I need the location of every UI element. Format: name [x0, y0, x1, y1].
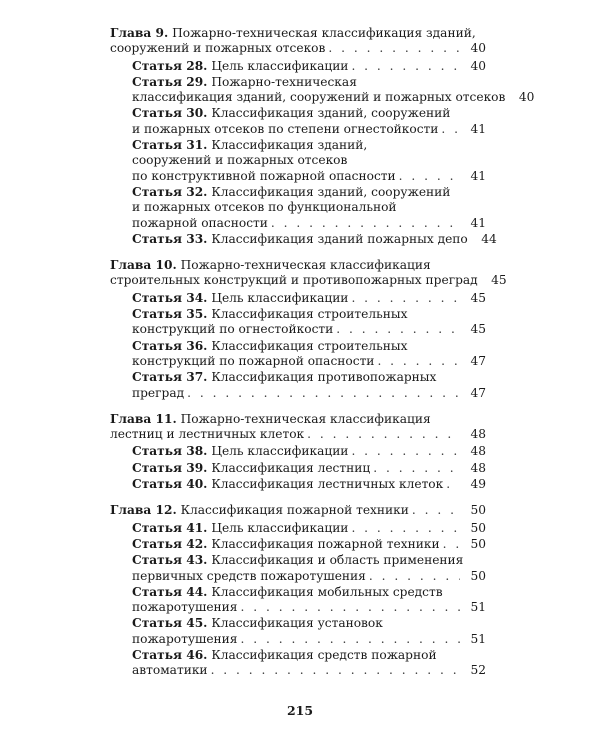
toc-line	[132, 291, 486, 306]
toc-prefix: Статья 46.	[132, 647, 208, 662]
toc-prefix: Статья 39.	[132, 460, 208, 475]
toc-text	[132, 138, 367, 153]
toc-line	[110, 41, 486, 56]
toc-title-line: Пожарно-техническая классификация	[180, 258, 431, 273]
toc-title-line: Классификация зданий,	[211, 138, 368, 153]
toc-line	[132, 122, 486, 137]
article-entry	[132, 106, 486, 137]
toc-page-number: 45	[470, 322, 486, 337]
toc-text	[132, 553, 463, 568]
chapter-block	[110, 412, 486, 492]
toc-page-number: 48	[470, 460, 486, 475]
dot-leader	[351, 444, 460, 459]
toc-text	[132, 521, 348, 536]
toc-title-line: пожаротушения	[132, 600, 238, 615]
toc-line	[132, 553, 486, 568]
toc-prefix: Статья 45.	[132, 616, 208, 631]
toc-prefix: Статья 40.	[132, 477, 208, 492]
toc-prefix: Статья 34.	[132, 290, 208, 305]
toc-title-line: по конструктивной пожарной опасности	[132, 168, 396, 183]
toc-page-number: 41	[470, 121, 486, 136]
toc-text	[132, 106, 450, 121]
toc-page-number: 45	[491, 273, 507, 288]
toc-title-line: Классификация пожарной техники	[211, 536, 440, 551]
article-entry	[132, 339, 486, 370]
toc-text	[132, 122, 438, 137]
toc-text	[132, 537, 440, 552]
toc-text	[132, 461, 370, 476]
toc-page-number: 44	[481, 231, 497, 246]
toc-text	[132, 75, 357, 90]
toc-text	[110, 41, 325, 56]
dot-leader	[271, 216, 460, 231]
toc-title-line: Цель классификации	[211, 520, 349, 535]
chapter-block	[110, 258, 507, 401]
toc-title-line: лестниц и лестничных клеток	[110, 427, 305, 442]
toc-prefix: Статья 41.	[132, 520, 208, 535]
toc-title-line: и пожарных отсеков по степени огнестойкости	[132, 121, 439, 136]
toc-prefix: Статья 32.	[132, 184, 208, 199]
toc-page-number: 51	[470, 600, 486, 615]
dot-leader	[369, 569, 460, 584]
article-entry	[132, 537, 486, 552]
toc-prefix: Статья 43.	[132, 553, 208, 568]
toc-title-line: Пожарно-техническая классификация	[180, 411, 431, 426]
toc-prefix: Статья 30.	[132, 106, 208, 121]
toc-title-line: Классификация зданий, сооружений	[211, 184, 451, 199]
chapter-entry	[110, 258, 507, 289]
toc-prefix: Статья 42.	[132, 536, 208, 551]
dot-leader	[328, 41, 460, 56]
toc-title-line: Классификация лестниц	[211, 460, 371, 475]
article-entry	[132, 185, 486, 231]
toc-prefix: Статья 37.	[132, 370, 208, 385]
toc-line	[110, 503, 486, 518]
toc-line	[132, 231, 497, 247]
article-entry	[132, 521, 486, 536]
toc-text	[132, 307, 407, 322]
toc-text	[132, 477, 443, 492]
toc-line	[132, 521, 486, 536]
toc-title-line: Пожарно-техническая	[211, 74, 357, 89]
chapter-entry	[110, 26, 486, 57]
dot-leader	[187, 386, 460, 401]
toc-title-line: Классификация средств пожарной	[211, 647, 437, 662]
dot-leader	[377, 354, 460, 369]
toc-line	[132, 632, 486, 647]
toc-line	[132, 600, 486, 615]
toc-prefix: Статья 31.	[132, 138, 208, 153]
dot-leader	[446, 477, 460, 492]
article-entry	[132, 74, 535, 106]
article-entry	[132, 370, 486, 401]
dot-leader	[240, 600, 460, 615]
toc-prefix: Глава 12.	[110, 503, 177, 518]
toc-title-line: классификация зданий, сооружений и пожарных отсеков	[132, 90, 506, 105]
article-entry	[132, 307, 486, 338]
toc-title-line: Цель классификации	[211, 58, 349, 73]
toc-text	[132, 632, 237, 647]
toc-prefix: Глава 11.	[110, 411, 177, 426]
table-of-contents	[110, 26, 535, 679]
toc-line	[132, 537, 486, 552]
toc-line	[132, 370, 486, 385]
article-entry	[132, 648, 486, 679]
toc-text	[132, 169, 396, 184]
toc-text	[132, 600, 237, 615]
toc-line	[110, 427, 486, 442]
toc-page-number: 51	[470, 631, 486, 646]
toc-title-line: первичных средств пожаротушения	[132, 568, 366, 583]
toc-line	[132, 138, 486, 153]
toc-prefix: Глава 10.	[110, 258, 177, 273]
article-entry	[132, 616, 486, 647]
toc-text	[132, 648, 437, 663]
toc-text	[132, 339, 407, 354]
toc-page-number: 50	[470, 568, 486, 583]
dot-leader	[307, 427, 460, 442]
toc-line	[132, 354, 486, 369]
toc-text	[132, 59, 348, 74]
toc-prefix: Статья 44.	[132, 584, 208, 599]
toc-line	[132, 106, 486, 121]
toc-text	[132, 569, 366, 584]
toc-line	[132, 153, 486, 168]
toc-text	[110, 26, 476, 41]
toc-line	[132, 444, 486, 459]
article-entry	[132, 138, 486, 184]
toc-text	[132, 153, 347, 168]
toc-text	[132, 444, 348, 459]
toc-line	[132, 322, 486, 337]
article-entry	[132, 585, 486, 616]
toc-text	[132, 216, 268, 231]
toc-text	[132, 386, 184, 401]
toc-title-line: конструкций по огнестойкости	[132, 322, 334, 337]
toc-text	[132, 200, 397, 215]
toc-text	[110, 412, 431, 427]
toc-title-line: Пожарно-техническая классификация зданий,	[172, 26, 476, 40]
toc-text	[132, 291, 348, 306]
toc-text	[132, 232, 468, 247]
toc-line	[132, 616, 486, 631]
toc-title-line: Классификация мобильных средств	[211, 584, 443, 599]
toc-line	[132, 648, 486, 663]
toc-prefix: Статья 29.	[132, 74, 208, 89]
toc-line	[110, 273, 507, 288]
toc-page-number: 47	[470, 385, 486, 400]
toc-text	[132, 370, 436, 385]
toc-line	[132, 386, 486, 401]
toc-title-line: сооружений и пожарных отсеков	[110, 41, 326, 56]
toc-title-line: Классификация строительных	[211, 338, 408, 353]
chapter-entry	[110, 503, 486, 518]
toc-page-number: 48	[470, 427, 486, 442]
toc-title-line: Классификация и область применения	[211, 553, 464, 568]
toc-text	[132, 354, 374, 369]
toc-line	[132, 185, 486, 200]
toc-title-line: Классификация противопожарных	[211, 370, 437, 385]
toc-text	[132, 663, 208, 678]
toc-text	[110, 503, 409, 518]
toc-page-number: 41	[470, 168, 486, 183]
article-entry	[132, 231, 497, 247]
toc-line	[132, 169, 486, 184]
toc-line	[132, 461, 486, 476]
toc-title-line: Классификация строительных	[211, 307, 408, 322]
toc-title-line: пожарной опасности	[132, 215, 268, 230]
page-number: 215	[286, 703, 314, 718]
toc-line	[132, 585, 486, 600]
toc-prefix: Статья 28.	[132, 58, 208, 73]
toc-line	[110, 26, 486, 41]
toc-title-line: Классификация зданий пожарных депо	[211, 231, 468, 246]
toc-text	[110, 427, 304, 442]
toc-prefix: Статья 38.	[132, 444, 208, 459]
article-entry	[132, 444, 486, 459]
toc-page-number: 50	[470, 503, 486, 518]
toc-title-line: и пожарных отсеков по функциональной	[132, 200, 397, 215]
toc-title-line: Классификация установок	[211, 616, 383, 631]
toc-prefix: Статья 35.	[132, 307, 208, 322]
toc-line	[110, 258, 486, 273]
toc-page-number: 45	[470, 290, 486, 305]
dot-leader	[336, 322, 460, 337]
dot-leader	[240, 632, 460, 647]
article-entry	[132, 59, 486, 74]
dot-leader	[443, 537, 460, 552]
toc-line	[132, 216, 486, 231]
toc-page-number: 50	[470, 536, 486, 551]
toc-title-line: конструкций по пожарной опасности	[132, 353, 375, 368]
article-entry	[132, 553, 486, 584]
toc-line	[110, 412, 486, 427]
toc-line	[132, 477, 486, 492]
toc-title-line: строительных конструкций и противопожарных преград	[110, 273, 478, 288]
chapter-block	[110, 26, 535, 247]
toc-page-number: 40	[470, 41, 486, 56]
dot-leader	[211, 663, 460, 678]
toc-title-line: Классификация зданий, сооружений	[211, 106, 451, 121]
dot-leader	[373, 461, 460, 476]
chapter-block	[110, 503, 486, 678]
dot-leader	[441, 122, 460, 137]
toc-title-line: Цель классификации	[211, 290, 349, 305]
toc-text	[110, 273, 478, 288]
dot-leader	[351, 291, 460, 306]
toc-page-number: 52	[470, 663, 486, 678]
toc-page-number: 50	[470, 520, 486, 535]
toc-text	[110, 258, 431, 273]
toc-title-line: автоматики	[132, 663, 208, 678]
toc-line	[132, 569, 486, 584]
dot-leader	[351, 59, 460, 74]
toc-line	[132, 59, 486, 74]
toc-text	[132, 185, 450, 200]
toc-page-number: 40	[518, 90, 535, 105]
toc-page-number: 40	[470, 58, 486, 73]
article-entry	[132, 461, 486, 476]
toc-title-line: преград	[132, 385, 185, 400]
dot-leader	[399, 169, 460, 184]
chapter-entry	[110, 412, 486, 443]
dot-leader	[412, 503, 460, 518]
toc-text	[132, 585, 443, 600]
toc-prefix: Глава 9.	[110, 26, 169, 40]
toc-title-line: сооружений и пожарных отсеков	[132, 153, 348, 168]
dot-leader	[351, 521, 460, 536]
toc-line	[132, 200, 486, 215]
toc-line	[132, 339, 486, 354]
toc-line	[132, 90, 535, 105]
toc-title-line: пожаротушения	[132, 631, 238, 646]
toc-title-line: Цель классификации	[211, 444, 349, 459]
toc-title-line: Классификация лестничных клеток	[211, 477, 444, 492]
toc-line	[132, 663, 486, 678]
toc-line	[132, 307, 486, 322]
toc-text	[132, 616, 383, 631]
article-entry	[132, 291, 486, 306]
article-entry	[132, 477, 486, 492]
toc-page-number: 48	[470, 444, 486, 459]
toc-text	[132, 90, 505, 105]
toc-line	[132, 75, 486, 90]
toc-page-number: 41	[470, 215, 486, 230]
toc-title-line: Классификация пожарной техники	[180, 503, 409, 518]
toc-page-number: 49	[470, 477, 486, 492]
toc-text	[132, 322, 333, 337]
toc-prefix: Статья 33.	[132, 231, 208, 246]
toc-page-number: 47	[470, 353, 486, 368]
toc-prefix: Статья 36.	[132, 338, 208, 353]
